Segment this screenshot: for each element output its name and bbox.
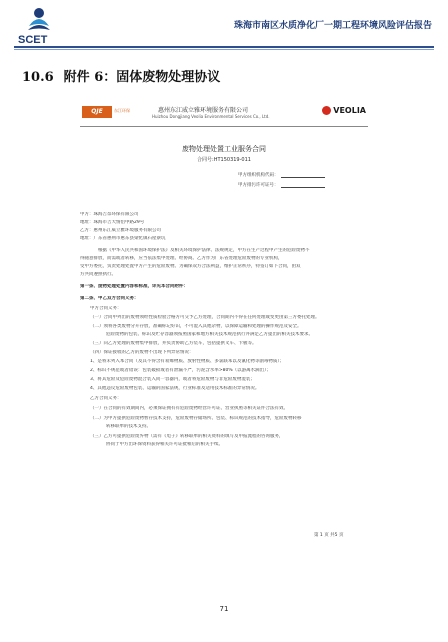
contract-page-indicator: 第 1 页 共5 页	[314, 533, 344, 538]
contract-line: 转移联单的技术支持。	[106, 424, 151, 429]
contract-line: 受甲方委托，负责处理处置甲方产生的危险废物。为确保双方合法利益，维护正常秩序，特签订如下合同，由双	[80, 264, 301, 269]
contract-line: 第一条、废物处理处置内容和标准，详见本合同附件：	[80, 284, 188, 289]
contract-line: 2、标识不规范或者错误：包装破损或者有泄漏不严，污泥含水率>80%（以游离水滴出）；	[90, 368, 271, 373]
contract-line: 乙方合同义务：	[90, 396, 122, 401]
section-heading	[22, 66, 220, 85]
qje-brand-name: 东江环保	[114, 108, 130, 113]
report-title: 珠海市南区水质净化厂一期工程环境风险评估报告	[233, 21, 432, 31]
contract-line: 乙方：惠州东江威立雅环境服务有限公司	[80, 228, 161, 233]
contract-line: 方共同遵照执行。	[80, 272, 116, 277]
org-code-field	[238, 172, 325, 178]
contract-line: （一）合同中列出的废物须经性质检验合格方可交予乙方处理，合同期内不得在任何处理或变更由第三方委托处理。	[90, 315, 320, 320]
veolia-wordmark: VEOLIA	[333, 106, 366, 115]
section-title: 附件 6：固体废物处理协议	[63, 70, 221, 85]
company-name-cn: 惠州东江威立雅环境服务有限公司	[158, 107, 249, 114]
qje-logo: QJE	[82, 106, 112, 118]
company-name-en: Huizhou Dongjiang Veolia Environmental Services Co., Ltd.	[152, 114, 270, 119]
contract-line: 根据《中华人民共和国环境保护法》及相关环境保护法律、法规规定，甲方在生产过程中产生的危险废物不	[98, 248, 310, 253]
contract-line: 1、是将未列入本合同（及其不得含有易爆物质、放射性物质、多氯联苯以及氰化物等剧毒物质）；	[90, 359, 285, 364]
contract-line: 协同于甲方出环保资料获得相关许可证批相后的相关手续。	[106, 442, 223, 447]
contract-line: （二）须将各类废物分开存放，准确标记好识，不可混入其他杂物，以保障运输和处理的操作规范及安全。	[90, 324, 302, 329]
contract-line: （二）为甲方提供危险废物暂存技术支持，危险废物存储场所、包装、标识规范的技术指导，危险废物转移	[90, 416, 302, 421]
permit-label: 甲方排污许可证号：	[238, 183, 279, 188]
org-code-label: 甲方组织机构代码：	[238, 173, 279, 178]
page-number: 71	[219, 605, 229, 613]
contract-line: 地址：广东省惠州市惠东县梁化镇石屋寮坑	[80, 236, 166, 241]
report-header	[0, 0, 448, 52]
contract-line: （一）在合同的有效期间内，必须保证拥有有危险废物经营许可证、营业执照等相关证件合法有效。	[90, 406, 288, 411]
contract-line: 得随意排放，而需或者转移，应当依法集中处理、经协商。乙方作为广东省处理危险废物的专业机构，	[80, 256, 283, 261]
contract-line: （四）保证接收的乙方的废物不出现下列异常情况：	[90, 350, 194, 355]
contract-line: 危险废物的包装、标识及贮存容器须按照国家和地方相关技术规范执行并满足乙方提出的相关技术要求。	[106, 332, 313, 337]
scet-logo	[14, 6, 64, 46]
contract-line: 甲方：珠海吉奈环保有限公司	[80, 212, 139, 217]
contract-line: 第二条、甲乙双方合同义务：	[80, 296, 139, 301]
permit-blank	[281, 183, 325, 188]
section-number: 10.6	[22, 70, 54, 85]
letterhead-divider	[80, 126, 368, 127]
contract-line: 甲方合同义务：	[90, 306, 122, 311]
header-divider-thin	[14, 49, 434, 50]
scet-logo-text: SCET	[18, 34, 48, 46]
contract-number: 合同号:HT150319-011	[197, 157, 251, 163]
contract-letterhead	[80, 102, 368, 126]
contract-line: 4、其他违反危险废物包装、运输的国家法规，行业标准及适用技术标准的异常情况。	[90, 386, 260, 391]
header-divider	[14, 46, 434, 48]
veolia-mark-icon	[322, 106, 331, 115]
contract-scan	[76, 100, 372, 548]
contract-title: 废物处理处置工业服务合同	[182, 145, 266, 153]
org-code-blank	[281, 173, 325, 178]
contract-line: （三）乙方可提供危险废弃物（需有《电子》转移联单的相关资料的填写及申报流程的咨询服务，	[90, 434, 284, 439]
contract-line: 3、将其危险及危险废物混合装入同一容器内，或者将危险废物与非危险废物混装；	[90, 377, 255, 382]
contract-line: （三）向乙方处理的废物集中排放，并负责协助乙方装车，包括提供叉车、卡板等。	[90, 341, 257, 346]
contract-line: 地址：珠海市吉大情侣中路29号	[80, 220, 145, 225]
permit-field	[238, 182, 325, 188]
veolia-logo	[322, 106, 366, 115]
